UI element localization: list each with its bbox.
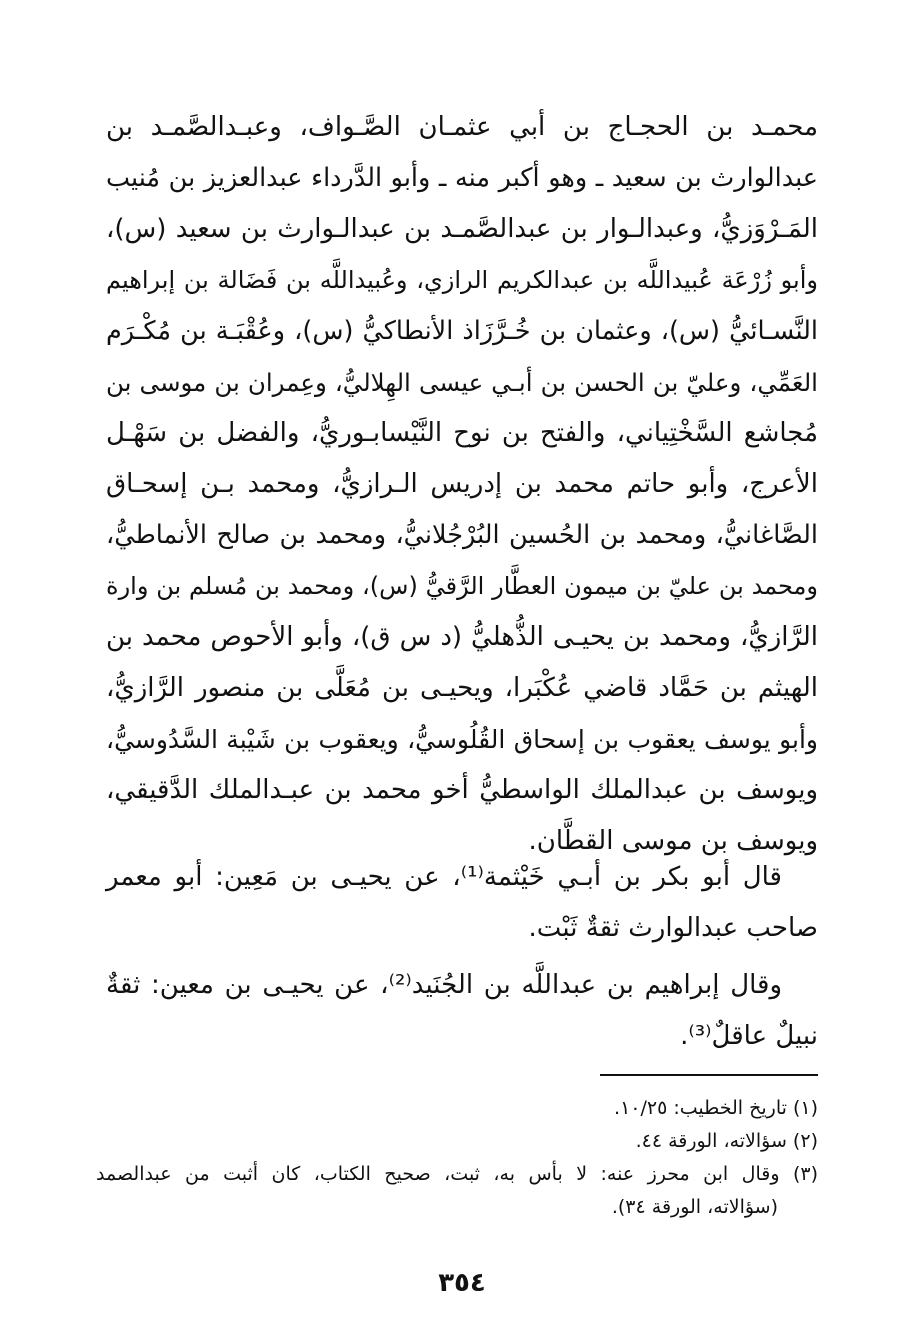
text-line: الهيثم بن حَمَّاد قاضي عُكْبَرا، ويحيـى بن مُعَلَّى بن منصور الرَّازيُّ، bbox=[106, 673, 818, 703]
text-line: الأعرج، وأبو حاتم محمد بن إدريس الـرازيُّ، ومحمد بـن إسحـاق bbox=[106, 469, 818, 499]
main-text-block bbox=[106, 102, 818, 867]
text-line: العَمِّي، وعليّ بن الحسن بن أبـي عيسى الهِلاليُّ، وعِمران بن موسى بن bbox=[106, 368, 818, 397]
text-line: عبدالوارث بن سعيد ـ وهو أكبر منه ـ وأبو الدَّرداء عبدالعزيز بن مُنيب bbox=[106, 163, 818, 193]
text-line: وقال إبراهيم بن عبداللَّه بن الجُنَيد⁽²⁾، عن يحيـى بن معين: ثقةٌ bbox=[106, 970, 782, 1000]
text-line: وأبو زُرْعَة عُبيداللَّه بن عبدالكريم الرازي، وعُبيداللَّه بن فَضَالة بن إبراهيم bbox=[106, 266, 818, 294]
text-line: الرَّازيُّ، ومحمد بن يحيـى الذُّهليُّ (د س ق)، وأبو الأحوص محمد بن bbox=[106, 622, 818, 652]
footnote-3-continuation: (سؤالاته، الورقة ٣٤). bbox=[611, 1196, 778, 1218]
text-line: وأبو يوسف يعقوب بن إسحاق القُلُوسيُّ، ويعقوب بن شَيْبة السَّدُوسيُّ، bbox=[106, 725, 818, 754]
text-line: نبيلٌ عاقلٌ⁽³⁾. bbox=[680, 1021, 818, 1051]
footnote-1: (١) تاريخ الخطيب: ١٠/٢٥. bbox=[614, 1097, 818, 1119]
text-line: مُجاشع السَّخْتِياني، والفتح بن نوح النَّيْسابـوريُّ، والفضل بن سَهْـل bbox=[106, 418, 818, 448]
footnote-separator bbox=[600, 1074, 818, 1076]
text-line: محمـد بن الحجـاج بن أبي عثمـان الصَّـواف، وعبـدالصَّمـد بن bbox=[106, 112, 818, 142]
text-line: الصَّاغانيُّ، ومحمد بن الحُسين البُرْجُلانيُّ، ومحمد بن صالح الأنماطيُّ، bbox=[106, 520, 818, 550]
footnotes bbox=[96, 1092, 818, 1224]
page-number: ٣٥٤ bbox=[438, 1268, 486, 1298]
footnote-2: (٢) سؤالاته، الورقة ٤٤. bbox=[635, 1130, 818, 1152]
text-line: النَّسـائيُّ (س)، وعثمان بن خُـرَّزَاذ الأنطاكيُّ (س)، وعُقْبَـة بن مُكْـرَم bbox=[106, 316, 818, 346]
paragraph-ibrahim bbox=[106, 960, 818, 1062]
text-line: ويوسف بن عبدالملك الواسطيُّ أخو محمد بن عبـدالملك الدَّقيقي، bbox=[106, 775, 818, 805]
footnote-3: (٣) وقال ابن محرز عنه: لا بأس به، ثبت، صحيح الكتاب، كان أثبت من عبدالصمد bbox=[96, 1163, 818, 1185]
text-line: قال أبو بكر بن أبـي خَيْثمة⁽¹⁾، عن يحيـى بن مَعِين: أبو معمر bbox=[106, 862, 782, 892]
paragraph-abu-bakr bbox=[106, 852, 818, 954]
text-line: ومحمد بن عليّ بن ميمون العطَّار الرَّقيُّ (س)، ومحمد بن مُسلم بن وارة bbox=[106, 572, 818, 600]
text-line: المَـرْوَزيُّ، وعبدالـوار بن عبدالصَّمـد بن عبدالـوارث بن سعيد (س)، bbox=[106, 214, 818, 244]
text-line: ويوسف بن موسى القطَّان. bbox=[528, 826, 818, 856]
text-line: صاحب عبدالوارث ثقةٌ ثَبْت. bbox=[528, 913, 818, 943]
